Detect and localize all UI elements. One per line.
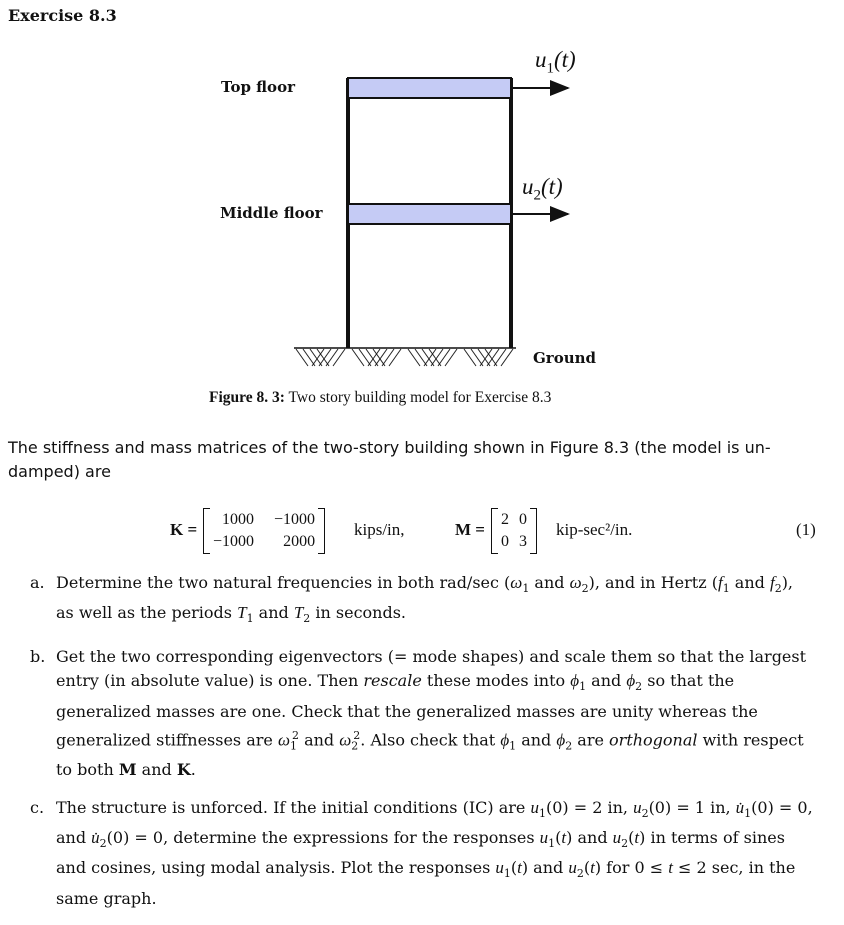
hatch-line (501, 349, 513, 366)
hatch-line (368, 349, 380, 366)
hatch-line (352, 349, 364, 366)
item-label: c. (30, 798, 45, 818)
hatch-line (480, 349, 492, 366)
top-floor-label: Top floor (221, 78, 295, 96)
M-cell: 3 (519, 533, 527, 550)
item-c (30, 796, 815, 911)
hatch-line (438, 349, 450, 366)
figure-caption: Figure 8. 3: Two story building model for Exercise 8.3 (209, 389, 552, 406)
exercise-items (30, 571, 815, 925)
item-text: Get the two corresponding eigenvectors (= mode shapes) and scale them so that the largest entry (in absolute value) is one. Then rescale these modes into $\phi_1$ and $\phi_2$ so that the generalized masses are one. Check that the generalized masses are unity whereas the generalized stiffnesses are $\omega_1^2$ and $\omega_2^2$. Also check that $\phi_1$ and $\phi_2$ are orthogonal with respect to both M and K. (56, 647, 807, 780)
ground-hatching (296, 349, 513, 366)
item-label: b. (30, 647, 46, 667)
hatch-line (424, 349, 436, 366)
hatch-line (464, 349, 476, 366)
exercise-title: Exercise 8.3 (8, 6, 117, 25)
u2-label: $u_2(t)$ (522, 174, 563, 204)
hatch-line (296, 349, 308, 366)
hatch-line (494, 349, 506, 366)
K-cell: 1000 (222, 511, 255, 528)
item-a (30, 571, 815, 631)
item-text: Determine the two natural frequencies in both rad/sec ($\omega_1$ and $\omega_2$), and in Hertz ($f_1$ and $f_2$), as well as the periods $T_1$ and $T_2$ in seconds. (56, 573, 794, 626)
hatch-line (431, 349, 443, 366)
hatch-line (326, 349, 338, 366)
K-label: K = (170, 520, 198, 539)
M-cell: 2 (501, 511, 509, 528)
item-label: a. (30, 573, 45, 592)
M-cell: 0 (501, 533, 509, 550)
hatch-line (445, 349, 457, 366)
top-floor-slab (348, 78, 511, 98)
hatch-line (312, 349, 324, 366)
middle-floor-label: Middle floor (220, 204, 323, 222)
hatch-line (375, 349, 387, 366)
hatch-line (319, 349, 331, 366)
K-cell: −1000 (213, 533, 255, 550)
ground-label: Ground (533, 349, 597, 367)
K-cell: 2000 (283, 533, 316, 550)
hatch-line (408, 349, 420, 366)
hatch-line (389, 349, 401, 366)
hatch-line (382, 349, 394, 366)
M-matrix (491, 508, 537, 554)
hatch-line (487, 349, 499, 366)
item-text: The structure is unforced. If the initial conditions (IC) are $u_1(0) = 2$ in, $u_2(0) = 1$ in, $u̇_1(0) = 0$, and $u̇_2(0) = 0$, determine the expressions for the responses $u_1(t)$ and $u_2(t)$ in terms of sines and cosines, using modal analysis. Plot the responses $u_1(t)$ and $u_2(t)$ for 0 ≤ t ≤ 2 sec, in the same graph. (56, 798, 813, 908)
middle-floor-slab (348, 204, 511, 224)
K-matrix (203, 508, 325, 554)
u1-label: $u_1(t)$ (535, 47, 576, 77)
building-diagram (0, 0, 844, 380)
intro-paragraph: The stiffness and mass matrices of the two-story building shown in Figure 8.3 (the model is un-damped) are (8, 438, 771, 481)
matrix-equation (0, 506, 844, 558)
equation-number: (1) (796, 520, 816, 539)
K-cell: −1000 (274, 511, 316, 528)
hatch-line (333, 349, 345, 366)
K-units: kips/in, (354, 520, 405, 539)
M-units: kip-sec²/in. (556, 520, 633, 539)
item-b (30, 645, 815, 782)
M-label: M = (455, 520, 485, 539)
M-cell: 0 (519, 511, 527, 528)
